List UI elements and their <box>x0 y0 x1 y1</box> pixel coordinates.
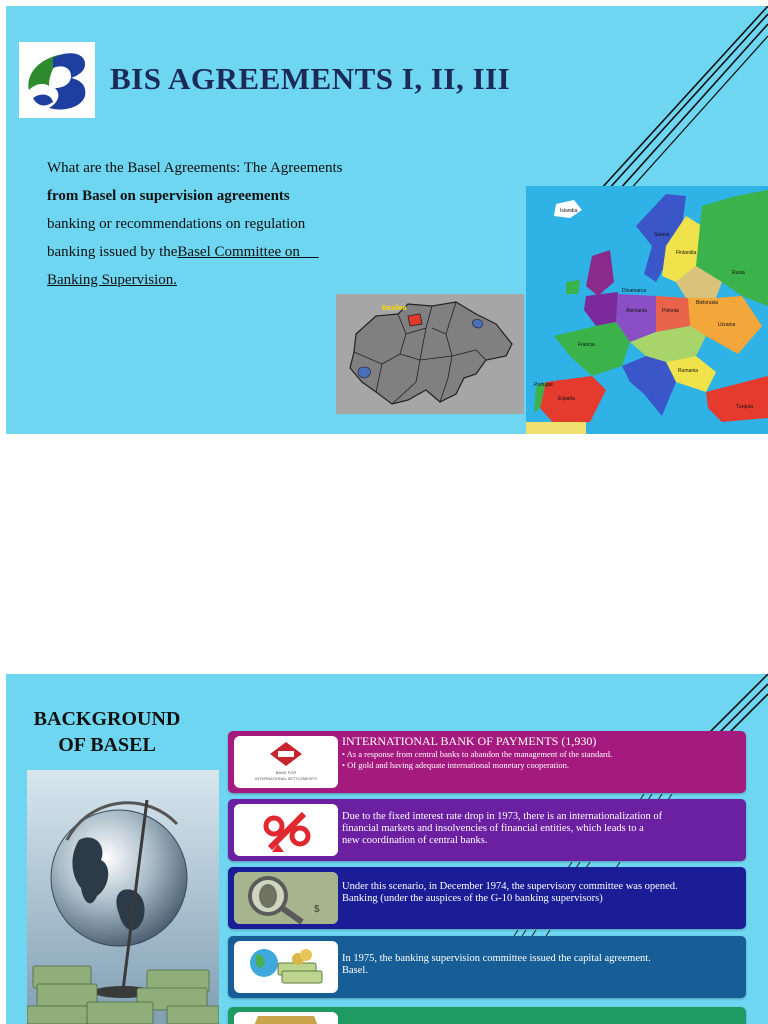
timeline-bullet: • Of gold and having adequate international monetary cooperation. <box>342 760 742 771</box>
definition-prefix: banking issued by the <box>47 244 178 260</box>
section-title: BACKGROUND OF BASEL <box>33 708 181 756</box>
map-label-germany: Alemania <box>626 308 647 314</box>
map-label-ukraine: Ucrania <box>718 322 736 328</box>
timeline-bullet: • As a response from central banks to abandon the management of the standard. <box>342 749 742 760</box>
map-label-romania: Rumania <box>678 368 699 374</box>
basilea-label: Basilea <box>382 305 407 312</box>
bis-logo-thumb <box>234 736 338 788</box>
map-label-spain: España <box>558 396 575 402</box>
franklin-magnifier-thumb <box>234 872 338 924</box>
banknote-magnifier-icon <box>234 872 338 924</box>
page-title: BIS AGREEMENTS I, II, III <box>110 61 511 96</box>
timeline-thumb <box>234 1012 338 1024</box>
timeline-row <box>228 731 746 793</box>
bis-logo-line1: BANK FOR <box>275 770 297 775</box>
timeline-row <box>228 799 746 861</box>
switzerland-map-image <box>336 294 524 414</box>
map-label-iceland: Islandia <box>560 208 578 214</box>
map-label-sweden: Suecia <box>654 232 670 238</box>
basel-definition-text <box>47 154 377 294</box>
map-label-finland: Finlandia <box>676 250 697 256</box>
timeline-line: Due to the fixed interest rate drop in 1973, there is an internationalization of <box>342 811 663 822</box>
timeline-row <box>228 1007 746 1024</box>
timeline-row <box>228 936 746 998</box>
globe-money-image <box>27 770 219 1024</box>
map-label-denmark: Dinamarca <box>622 288 647 294</box>
globe-money-thumb <box>234 941 338 993</box>
timeline-line: Under this scenario, in December 1974, the supervisory committee was opened. <box>342 881 678 892</box>
globe-on-money-icon <box>27 770 219 1024</box>
timeline-row-text <box>342 811 742 847</box>
map-label-portugal: Portugal <box>534 382 553 388</box>
timeline-row-title: INTERNATIONAL BANK OF PAYMENTS (1,930) <box>342 734 597 748</box>
switzerland-map-icon <box>336 294 524 414</box>
map-label-poland: Polonia <box>662 308 679 314</box>
timeline-row-text <box>342 953 742 977</box>
definition-line: banking or recommendations on regulation <box>47 216 306 232</box>
definition-line-with-link <box>47 238 377 266</box>
timeline-line: new coordination of central banks. <box>342 835 488 846</box>
link-underline-filler <box>300 244 319 260</box>
europe-map-icon <box>526 186 768 434</box>
europe-map-image <box>526 186 768 434</box>
timeline-row <box>228 867 746 929</box>
bis-logo <box>19 42 95 118</box>
percent-down-arrow-icon <box>234 804 338 856</box>
timeline-row-text <box>342 881 742 905</box>
map-label-belarus: Bielorusia <box>696 300 718 306</box>
timeline-line: Basel. <box>342 965 368 976</box>
definition-line: What are the Basel Agreements: The Agreements <box>47 160 343 176</box>
basel-committee-link[interactable]: Basel Committee on <box>177 244 300 260</box>
bis-emblem-icon <box>234 736 338 788</box>
map-label-russia: Rusia <box>732 270 745 276</box>
globe-with-cash-icon <box>234 941 338 993</box>
definition-line-bold: from Basel on supervision agreements <box>47 188 290 204</box>
map-label-turkey: Turquía <box>736 404 754 410</box>
timeline-line: In 1975, the banking supervision committee issued the capital agreement. <box>342 953 651 964</box>
gold-bar-icon <box>234 1012 338 1024</box>
map-label-france: Francia <box>578 342 595 348</box>
timeline-line: Banking (under the auspices of the G-10 banking supervisors) <box>342 893 603 904</box>
banking-supervision-link[interactable]: Banking Supervision. <box>47 272 177 288</box>
svg-text:$: $ <box>314 904 320 915</box>
interest-rate-drop-thumb <box>234 804 338 856</box>
timeline-row-text <box>342 734 742 771</box>
bis-logo-line2: INTERNATIONAL SETTLEMENTS <box>255 776 317 781</box>
slide-bis-agreements <box>6 6 768 434</box>
bis-b-logo-icon <box>19 42 95 118</box>
decorative-diagonal-lines <box>678 674 768 734</box>
slide-background-of-basel <box>6 674 768 1024</box>
timeline-line: financial markets and insolvencies of financial entities, which leads to a <box>342 823 644 834</box>
